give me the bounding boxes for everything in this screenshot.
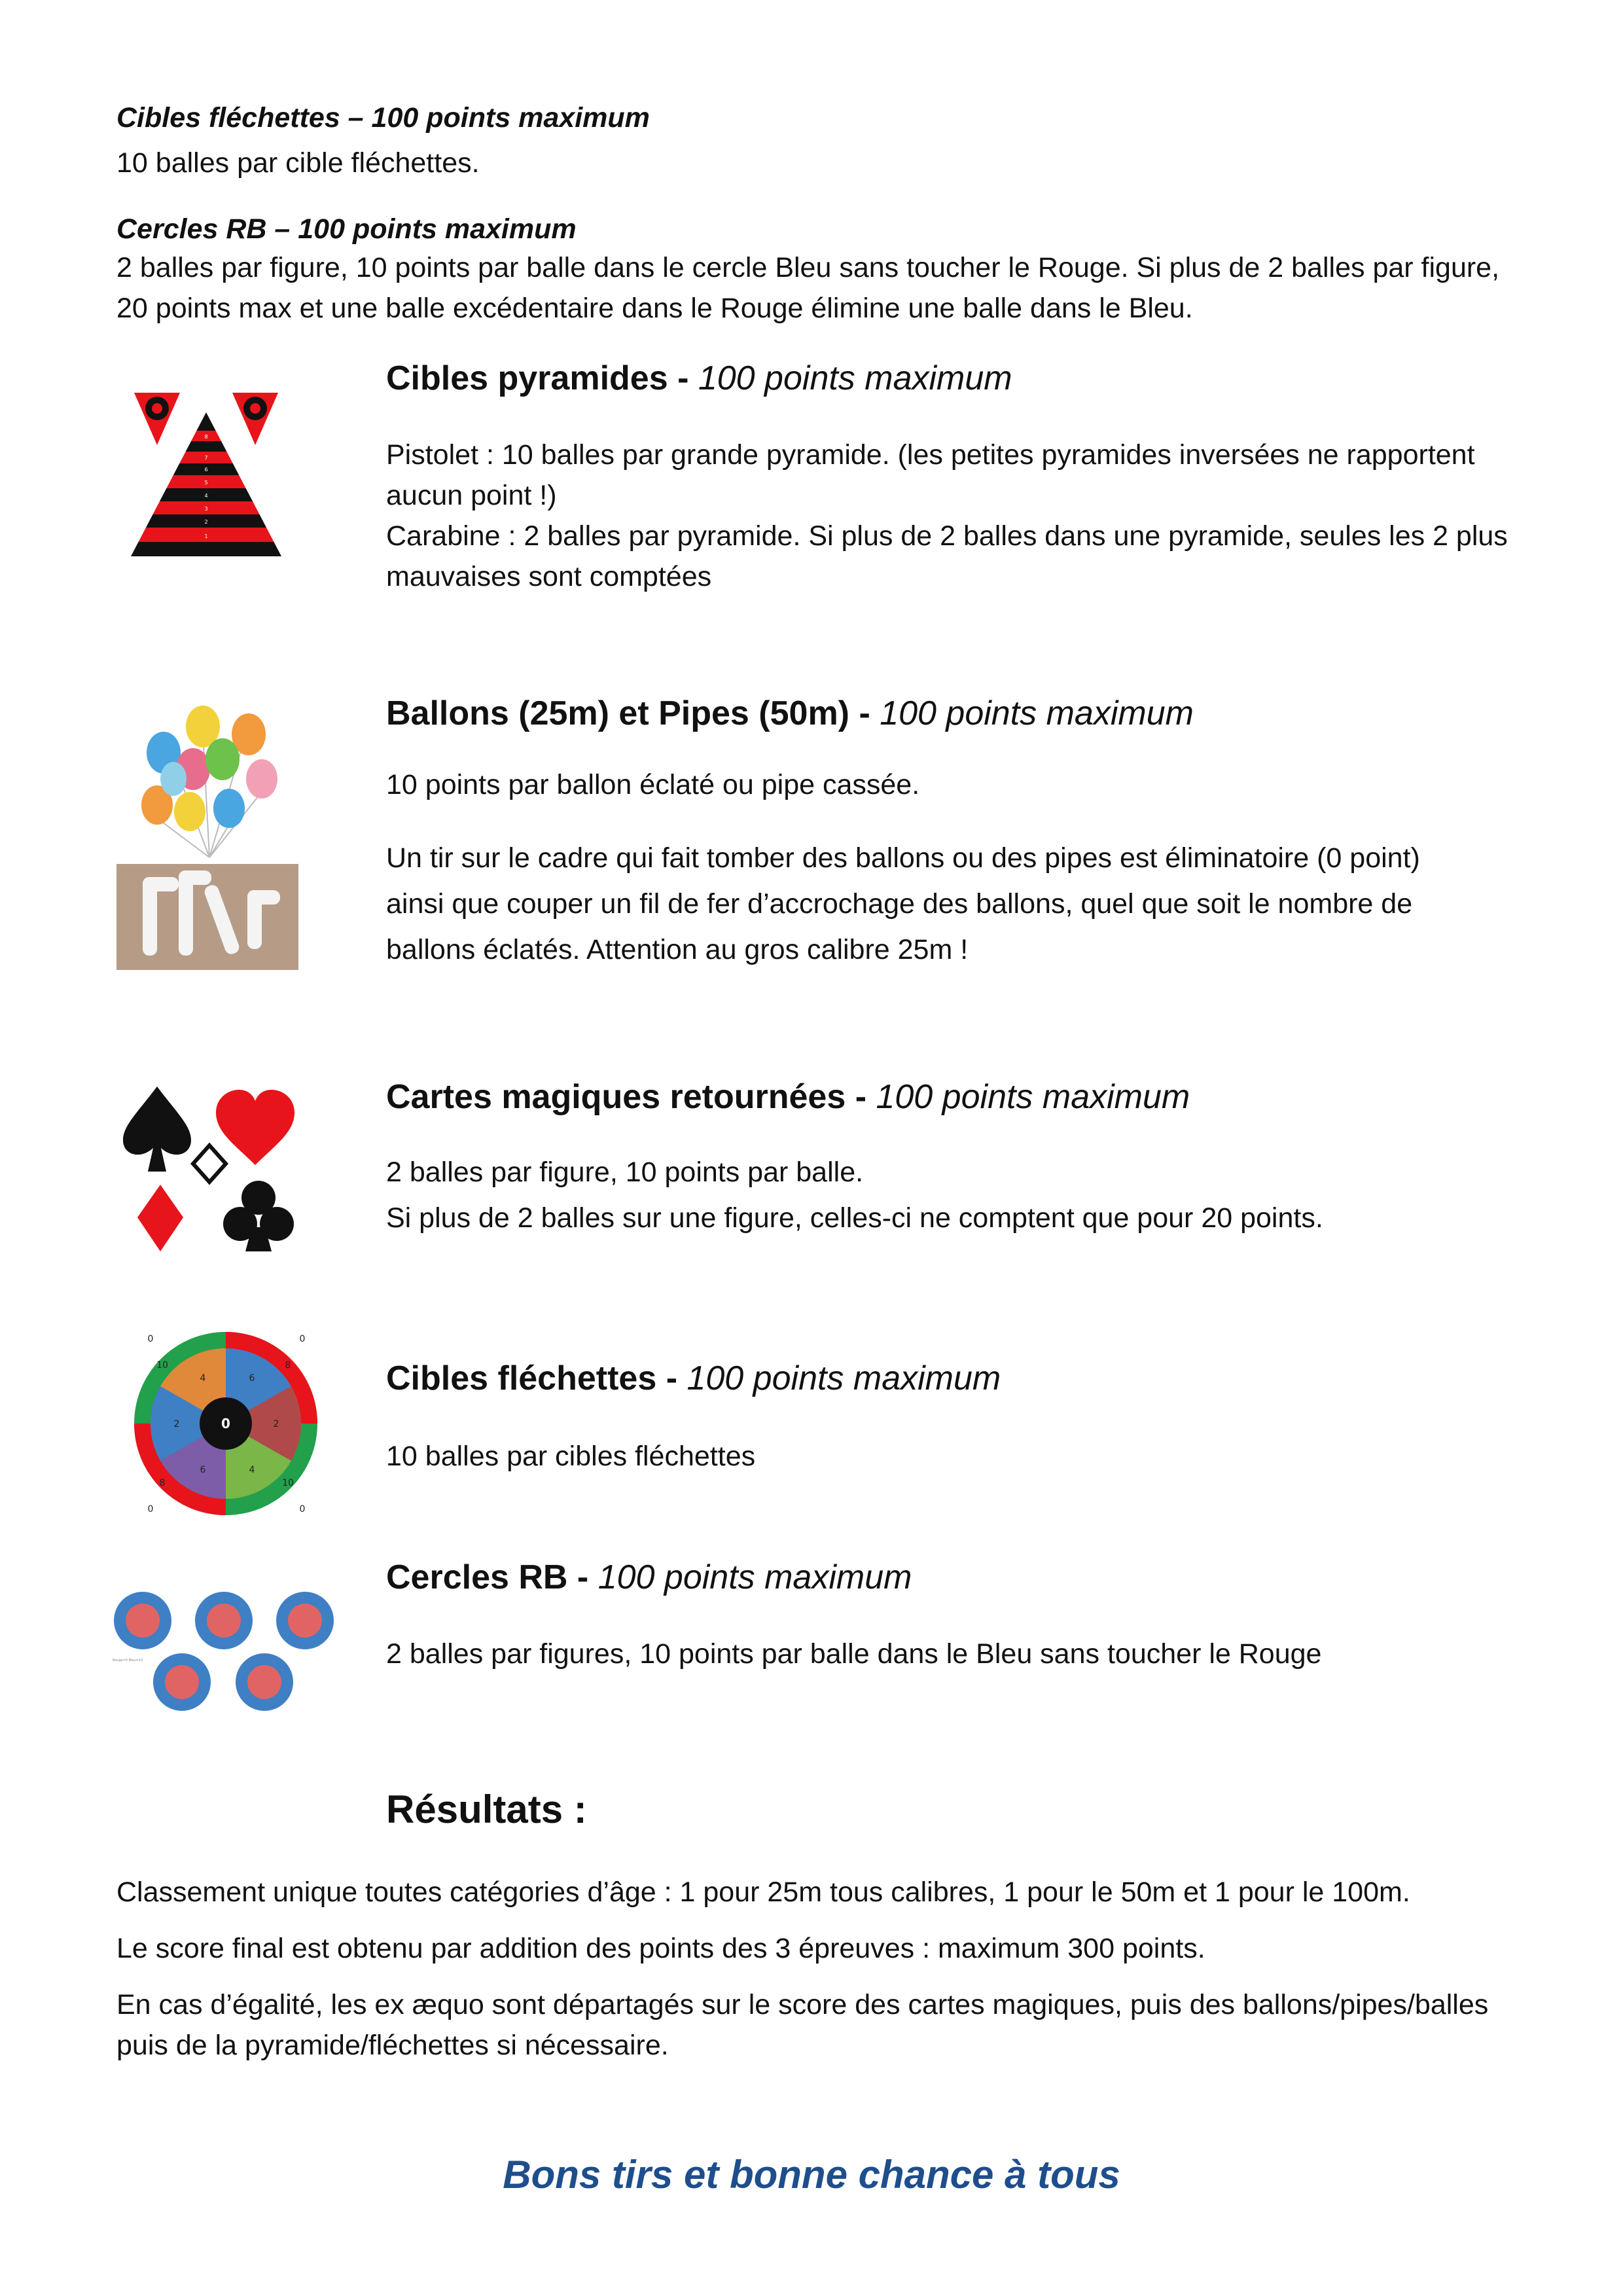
- dart-value: 6: [249, 1373, 255, 1384]
- section-title-text: Cercles RB -: [386, 1558, 598, 1596]
- pipes-image: [116, 864, 298, 970]
- club-icon: [223, 1181, 294, 1251]
- section-title-flechettes: [386, 1359, 1001, 1398]
- section-text: ballons éclatés. Attention au gros calibre 25m !: [386, 934, 969, 965]
- dart-value: 4: [200, 1373, 206, 1384]
- dart-value: 8: [285, 1360, 291, 1371]
- balloons-image: [131, 694, 281, 864]
- section-text: Pistolet : 10 balles par grande pyramide. (les petites pyramides inversées ne rapportent: [386, 439, 1475, 471]
- section-subtitle: 100 points maximum: [876, 1078, 1190, 1116]
- results-line: puis de la pyramide/fléchettes si nécessaire.: [116, 2030, 669, 2061]
- pyramid-number: 6: [204, 467, 208, 473]
- circles-caption: Rouge=0 Bleu=10: [113, 1659, 143, 1662]
- dart-value: 6: [200, 1465, 206, 1475]
- dart-target-image: [131, 1329, 321, 1518]
- closing-message: Bons tirs et bonne chance à tous: [503, 2153, 1120, 2197]
- pyramid-number: 5: [204, 480, 208, 486]
- heart-icon: [216, 1090, 294, 1165]
- dart-value: 8: [159, 1478, 166, 1488]
- dart-value: 4: [249, 1465, 255, 1475]
- intro-cercles-text-2: 20 points max et une balle excédentaire dans le Rouge élimine une balle dans le Bleu.: [116, 293, 1193, 324]
- spade-icon: [123, 1086, 191, 1172]
- diamond-outline-icon: [193, 1145, 226, 1182]
- intro-flechettes-heading: Cibles fléchettes – 100 points maximum: [116, 102, 650, 134]
- section-subtitle: 100 points maximum: [880, 694, 1194, 732]
- dart-value: 0: [299, 1334, 306, 1344]
- section-text: 2 balles par figures, 10 points par balle dans le Bleu sans toucher le Rouge: [386, 1638, 1322, 1670]
- section-subtitle: 100 points maximum: [687, 1359, 1001, 1397]
- section-title-ballons: [386, 694, 1194, 733]
- diamond-icon: [137, 1185, 183, 1251]
- intro-cercles-heading: Cercles RB – 100 points maximum: [116, 213, 577, 245]
- circles-rb-image: [111, 1584, 340, 1741]
- results-line: Classement unique toutes catégories d’âge : 1 pour 25m tous calibres, 1 pour le 50m et 1 pour le 100m.: [116, 1876, 1410, 1908]
- section-text: 10 points par ballon éclaté ou pipe cassée.: [386, 769, 920, 800]
- pyramid-number: 7: [204, 455, 208, 461]
- dart-value: 10: [282, 1478, 294, 1488]
- section-title-text: Cibles fléchettes -: [386, 1359, 687, 1397]
- intro-flechettes-text: 10 balles par cible fléchettes.: [116, 147, 480, 179]
- section-title-text: Cibles pyramides -: [386, 359, 698, 397]
- section-title-text: Ballons (25m) et Pipes (50m) -: [386, 694, 880, 732]
- section-title-cartes: [386, 1077, 1190, 1117]
- dart-value: 0: [299, 1504, 306, 1515]
- results-line: Le score final est obtenu par addition des points des 3 épreuves : maximum 300 points.: [116, 1933, 1205, 1964]
- section-text: 10 balles par cibles fléchettes: [386, 1441, 756, 1472]
- section-text: 2 balles par figure, 10 points par balle.: [386, 1157, 864, 1188]
- section-text: Un tir sur le cadre qui fait tomber des ballons ou des pipes est éliminatoire (0 point): [386, 842, 1420, 874]
- section-text: aucun point !): [386, 480, 557, 511]
- playing-cards-image: [118, 1080, 301, 1257]
- section-subtitle: 100 points maximum: [597, 1558, 912, 1596]
- section-text: ainsi que couper un fil de fer d’accrochage des ballons, quel que soit le nombre de: [386, 888, 1413, 920]
- dart-value: 2: [173, 1419, 180, 1429]
- pyramid-target-image: [124, 386, 288, 563]
- dart-value: 0: [147, 1504, 154, 1515]
- section-text: mauvaises sont comptées: [386, 561, 712, 592]
- section-subtitle: 100 points maximum: [698, 359, 1012, 397]
- pyramid-number: 8: [204, 434, 208, 440]
- results-heading: Résultats :: [386, 1787, 587, 1831]
- intro-cercles-text-1: 2 balles par figure, 10 points par balle dans le cercle Bleu sans toucher le Rouge. Si plus de 2 balles par figure,: [116, 252, 1500, 283]
- section-title-text: Cartes magiques retournées -: [386, 1078, 876, 1116]
- section-text: Si plus de 2 balles sur une figure, celles-ci ne comptent que pour 20 points.: [386, 1202, 1323, 1234]
- results-line: En cas d’égalité, les ex æquo sont départagés sur le score des cartes magiques, puis des ballons/pipes/balles: [116, 1989, 1489, 2020]
- pyramid-number: 4: [204, 493, 208, 499]
- dart-value: 10: [156, 1360, 168, 1371]
- pyramid-number: 2: [204, 519, 208, 525]
- section-text: Carabine : 2 balles par pyramide. Si plus de 2 balles dans une pyramide, seules les 2 plus: [386, 520, 1508, 552]
- dart-value: 0: [147, 1334, 154, 1344]
- pyramid-number: 3: [204, 506, 208, 512]
- pyramid-number: 1: [204, 533, 208, 539]
- section-title-pyramides: [386, 359, 1012, 398]
- dart-value: 2: [273, 1419, 279, 1429]
- section-title-cercles: [386, 1558, 912, 1597]
- dart-center-value: 0: [221, 1416, 230, 1431]
